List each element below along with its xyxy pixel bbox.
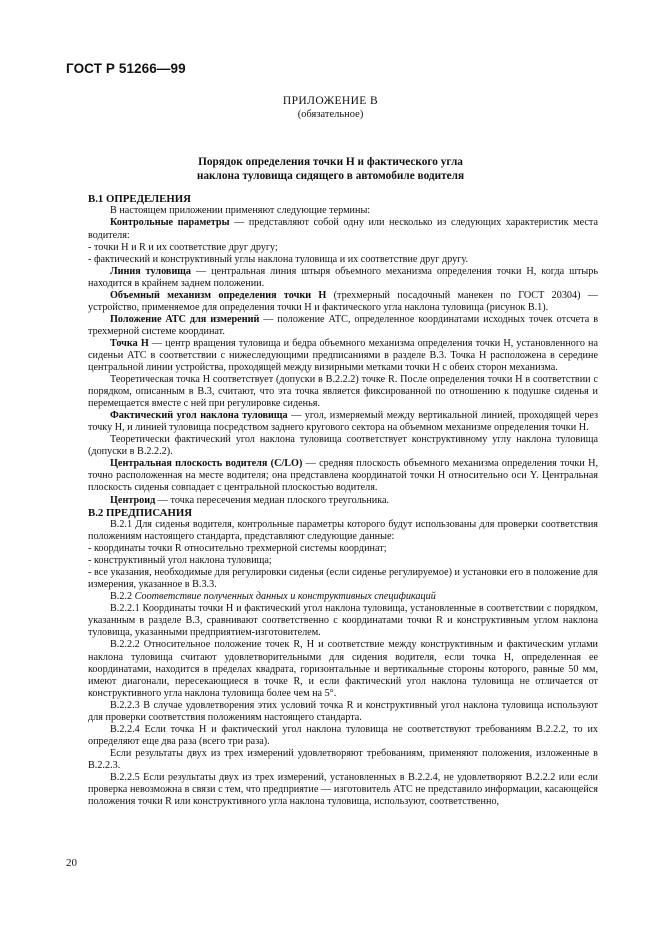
list-item: - координаты точки R относительно трехмерной системы координат; <box>88 543 387 555</box>
heading-line-2: наклона туловища сидящего в автомобиле водителя <box>196 170 465 182</box>
paragraph-b22: В.2.2 Соответствие полученных данных и конструктивных спецификаций <box>110 591 436 603</box>
paragraph-theoretical-angle: Теоретически фактический угол наклона туловища соответствует конструктивному углу наклона туловища (допуски в В.2.2.2). <box>88 434 598 458</box>
heading-line-1: Порядок определения точки H и фактического угла <box>198 156 463 168</box>
list-item: - конструктивный угол наклона туловища; <box>88 555 272 567</box>
body-text <box>88 193 598 808</box>
section-heading-b2: В.2 ПРЕДПИСАНИЯ <box>88 506 193 519</box>
term: Центральная плоскость водителя (C/LO) <box>110 458 303 470</box>
paragraph-b224b: Если результаты двух из трех измерений удовлетворяют требованиям, применяют положения, изложенные в В.2.2.3. <box>88 747 598 771</box>
paragraph-intro: В настоящем приложении применяют следующие термины: <box>110 205 371 217</box>
term: Линия туловища <box>110 265 192 277</box>
term: Объемный механизм определения точки H <box>110 289 327 301</box>
paragraph-b21: В.2.1 Для сиденья водителя, контрольные параметры которого будут использованы для проверки соответствия положениям настоящего стандарта, представляют следующие данные: <box>88 518 598 543</box>
paragraph-b221: В.2.2.1 Координаты точки H и фактический угол наклона туловища, установленные в соответствии с порядком, указанным в разделе В.3, сравнивают соответственно с координатами точки R и конструктивным углом наклона туловища, указанными предприятием-изготовителем. <box>88 603 598 639</box>
paragraph-theoretical-h: Теоретическая точка H соответствует (допуски в В.2.2.2) точке R. После определения точки H в соответствии с порядком, описанным в В.3, считают, что эта точка является фиксированной по отношению к подушке сиденья и перемещается вместе с ней при регулировке сиденья. <box>88 374 598 410</box>
appendix-heading <box>0 155 661 183</box>
definition-center-plane: Центральная плоскость водителя (C/LO) — средняя плоскость объемного механизма определения точки H, точно расположенная на месте водителя; она представлена координатой точки H относительно оси Y. Центральная плоскость сиденья совпадает с центральной плоскостью водителя. <box>88 458 598 494</box>
term: Точка H <box>110 337 149 349</box>
paragraph-b224: В.2.2.4 Если точка H и фактический угол наклона туловища не соответствуют требованиям В.2.2.2, то их определяют еще два раза (всего три раза). <box>88 723 598 747</box>
definition-torso-angle: Фактический угол наклона туловища — угол, измеряемый между вертикальной линией, проходящей через точку H, и линией туловища посредством заднего кругового сектора на объемном механизме определения точки H. <box>88 410 598 434</box>
appendix-note: (обязательное) <box>297 109 364 120</box>
term: Положение АТС для измерений <box>110 313 260 325</box>
definition-torso-line: Линия туловища — центральная линия штыря объемного механизма определения точки H, когда штырь находится в крайнем заднем положении. <box>88 265 599 289</box>
standard-number: ГОСТ Р 51266—99 <box>66 61 186 76</box>
term: Фактический угол наклона туловища <box>110 410 288 422</box>
list-item: - все указания, необходимые для регулировки сиденья (если сиденье регулируемое) и установки его в положение для измерения, указанное в В.3.3. <box>88 567 598 591</box>
definition-3d-mechanism: Объемный механизм определения точки H (трехмерный посадочный манекен по ГОСТ 20304) — устройство, применяемое для определения точки H и фактического угла наклона туловища (рисунок В.1). <box>88 289 598 313</box>
section-heading-b1: В.1 ОПРЕДЕЛЕНИЯ <box>88 193 191 205</box>
definition-vehicle-position: Положение АТС для измерений — положение АТС, определенное координатами исходных точек отсчета в трехмерной системе координат. <box>88 313 599 337</box>
appendix-title: ПРИЛОЖЕНИЕ В <box>282 95 379 107</box>
paragraph-b225: В.2.2.5 Если результаты двух из трех измерений, установленных в В.2.2.4, не удовлетворяют В.2.2.2 или если проверка невозможна в связи с тем, что предприятие — изготовитель АТС не представило информации, касающейся положения точки R или конструктивного угла наклона туловища, используют, соответственно, <box>88 771 598 808</box>
term: Центроид <box>110 494 156 506</box>
paragraph-b223: В.2.2.3 В случае удовлетворения этих условий точка R и конструктивный угол наклона туловища используют для проверки соответствия положениям настоящего стандарта. <box>88 699 598 723</box>
list-item: - точки H и R и их соответствие друг другу; <box>88 241 278 253</box>
definition-h-point: Точка H — центр вращения туловища и бедра объемного механизма определения точки H, установленного на сиденьи АТС в соответствии с нижеследующими предписаниями в разделе В.3. Точка H расположена в середине центральной линии устройства, проходящей между визирными метками точки H с обеих сторон механизма. <box>88 337 598 374</box>
definition-centroid: Центроид — точка пересечения медиан плоского треугольника. <box>110 494 390 506</box>
list-item: - фактический и конструктивный углы наклона туловища и их соответствие друг другу. <box>88 253 468 265</box>
definition-control-params: Контрольные параметры — представляют собой одну или несколько из следующих характеристик места водителя: <box>88 217 598 241</box>
subsection-title: Соответствие полученных данных и конструктивных спецификаций <box>134 591 436 603</box>
page-number: 20 <box>66 857 77 869</box>
paragraph-b222: В.2.2.2 Относительное положение точек R, H и соответствие между конструктивным и фактическим углами наклона туловища считают удовлетворительными для сидения водителя, если точка H, определенная ее координатами, находится в пределах квадрата, горизонтальные и вертикальные стороны которого, равные 50 мм, имеют диагонали, пересекающиеся в точке R, и если фактический угол наклона туловища не отличается от конструктивного угла наклона туловища более чем на 5°. <box>88 639 598 699</box>
term: Контрольные параметры <box>110 217 230 229</box>
